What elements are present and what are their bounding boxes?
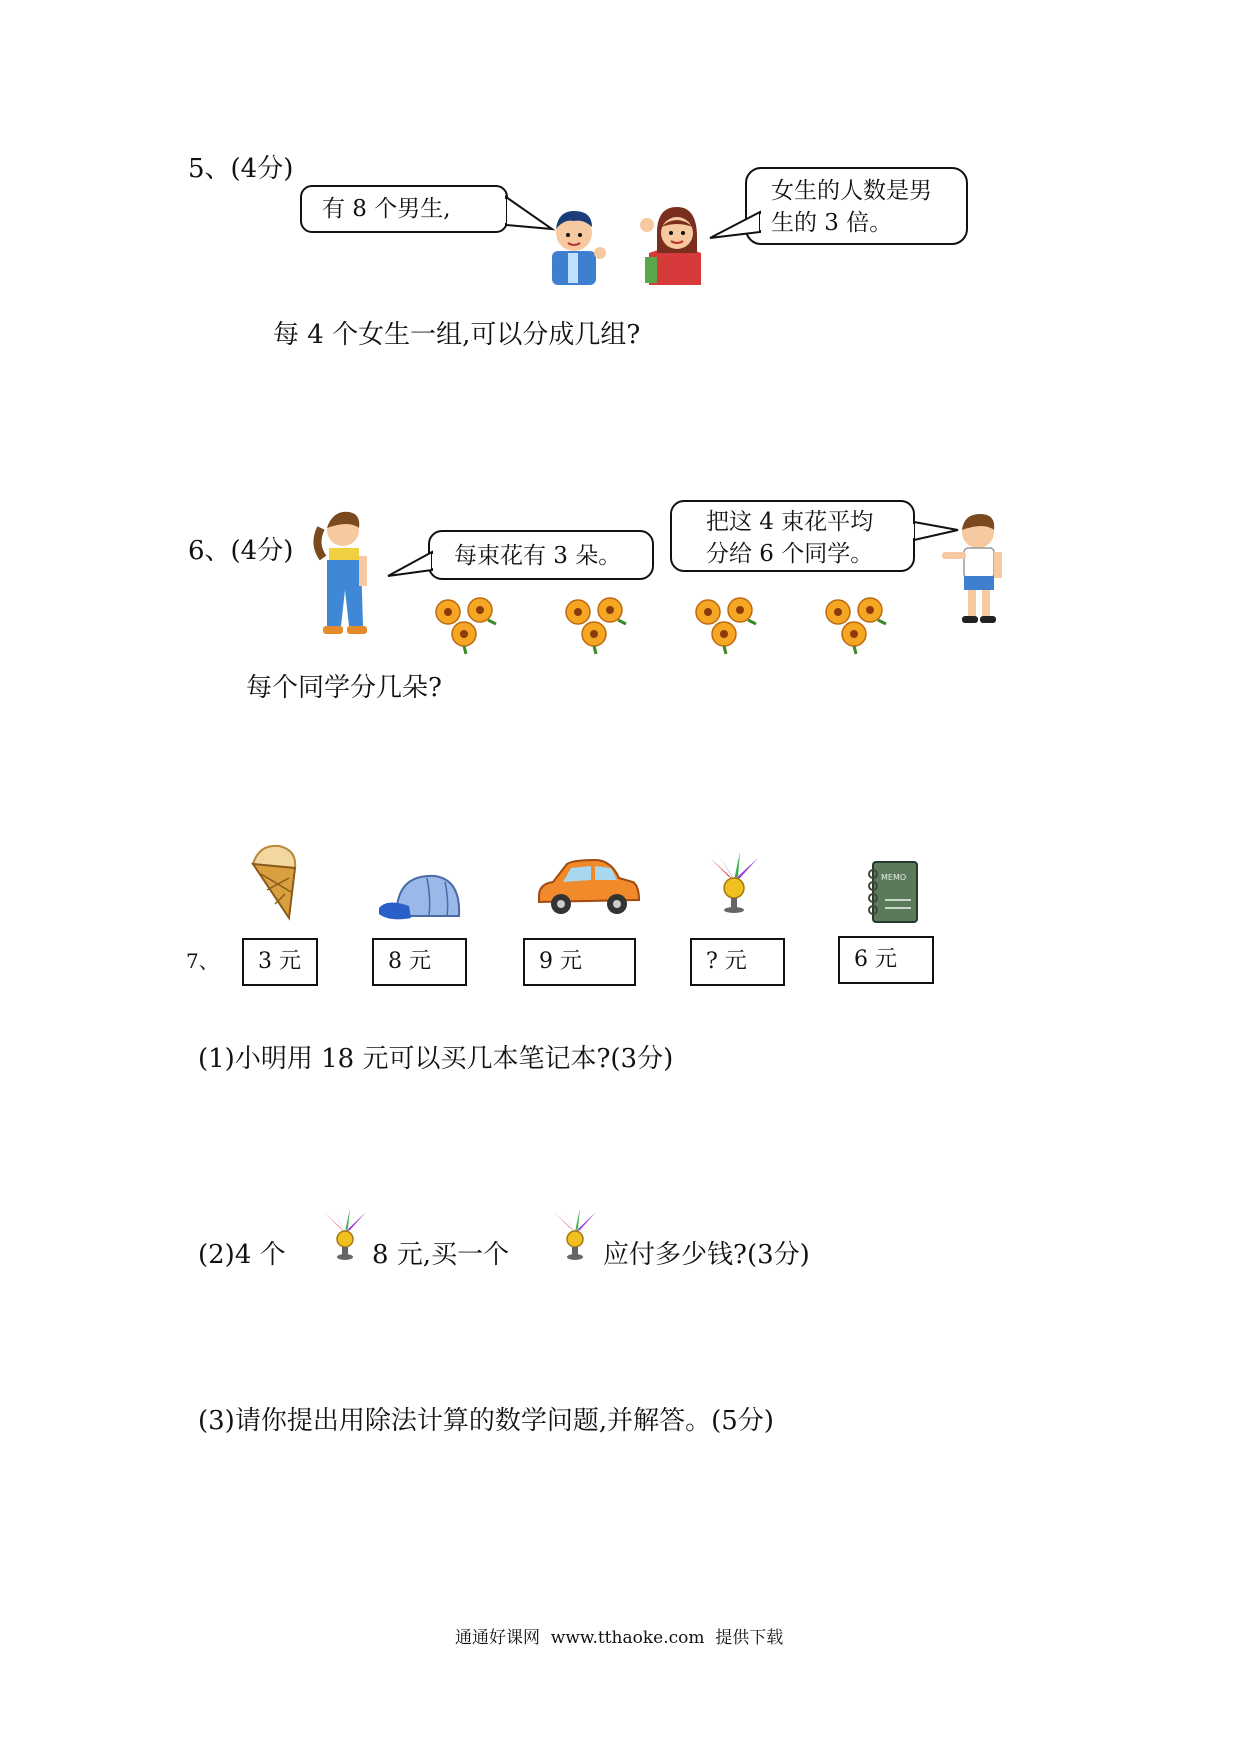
jester-toy-price: ? 元 <box>706 949 747 974</box>
q7-sub2-part1: (2)4 个 <box>198 1240 286 1270</box>
car-image <box>533 856 643 918</box>
flower-bunch-1 <box>432 596 512 656</box>
q6-girl-bubble-tail <box>386 550 436 580</box>
q6-boy-speech-line2: 分给 6 个同学。 <box>706 541 874 567</box>
q6-girl-speech-bubble <box>428 530 654 580</box>
jester-toy-image <box>704 852 764 918</box>
jester-toy-price-box <box>690 938 785 986</box>
q5-label: 5、(4分) <box>188 154 294 184</box>
q7-sub3: (3)请你提出用除法计算的数学问题,并解答。(5分) <box>198 1406 774 1436</box>
notebook-price-box <box>838 936 934 984</box>
car-price: 9 元 <box>539 949 582 974</box>
q6-boy-speech-bubble <box>670 500 915 572</box>
notebook-image <box>865 860 921 926</box>
cap-price: 8 元 <box>388 949 431 974</box>
q7-sub2-part3: 应付多少钱?(3分) <box>603 1240 810 1270</box>
overalls-girl-figure <box>313 510 383 640</box>
q5-girl-bubble-tail <box>706 210 766 250</box>
ice-cream-price: 3 元 <box>258 949 301 974</box>
q6-girl-speech-text: 每束花有 3 朵。 <box>454 543 622 569</box>
notebook-price: 6 元 <box>854 947 897 972</box>
q6-label: 6、(4分) <box>188 536 294 566</box>
q5-girl-speech-line1: 女生的人数是男 <box>771 178 932 204</box>
page-footer: 通通好课网 www.tthaoke.com 提供下载 <box>455 1628 784 1648</box>
jester-toy-inline-2 <box>550 1208 600 1264</box>
flower-bunch-2 <box>562 596 642 656</box>
cap-price-box <box>372 938 467 986</box>
notebook-cover-text: MEMO <box>881 873 907 882</box>
q6-boy-speech-line1: 把这 4 束花平均 <box>706 509 874 535</box>
jester-toy-inline-1 <box>320 1208 370 1264</box>
q7-sub1: (1)小明用 18 元可以买几本笔记本?(3分) <box>198 1044 674 1074</box>
boy-figure <box>544 205 608 287</box>
cap-image <box>375 870 465 930</box>
standing-boy-figure <box>932 510 1012 628</box>
q5-girl-speech-bubble <box>745 167 968 245</box>
q5-question: 每 4 个女生一组,可以分成几组? <box>273 320 641 350</box>
q5-girl-speech-line2: 生的 3 倍。 <box>771 210 893 236</box>
q5-boy-speech-text: 有 8 个男生, <box>322 196 451 222</box>
q7-sub2-part2: 8 元,买一个 <box>372 1240 510 1270</box>
q7-label: 7、 <box>186 949 219 973</box>
flower-bunch-4 <box>822 596 902 656</box>
ice-cream-price-box <box>242 938 318 986</box>
q6-question: 每个同学分几朵? <box>246 673 442 703</box>
ice-cream-image <box>245 842 305 922</box>
q5-boy-speech-bubble <box>300 185 508 233</box>
girl-figure <box>635 203 715 287</box>
flower-bunch-3 <box>692 596 772 656</box>
car-price-box <box>523 938 636 986</box>
